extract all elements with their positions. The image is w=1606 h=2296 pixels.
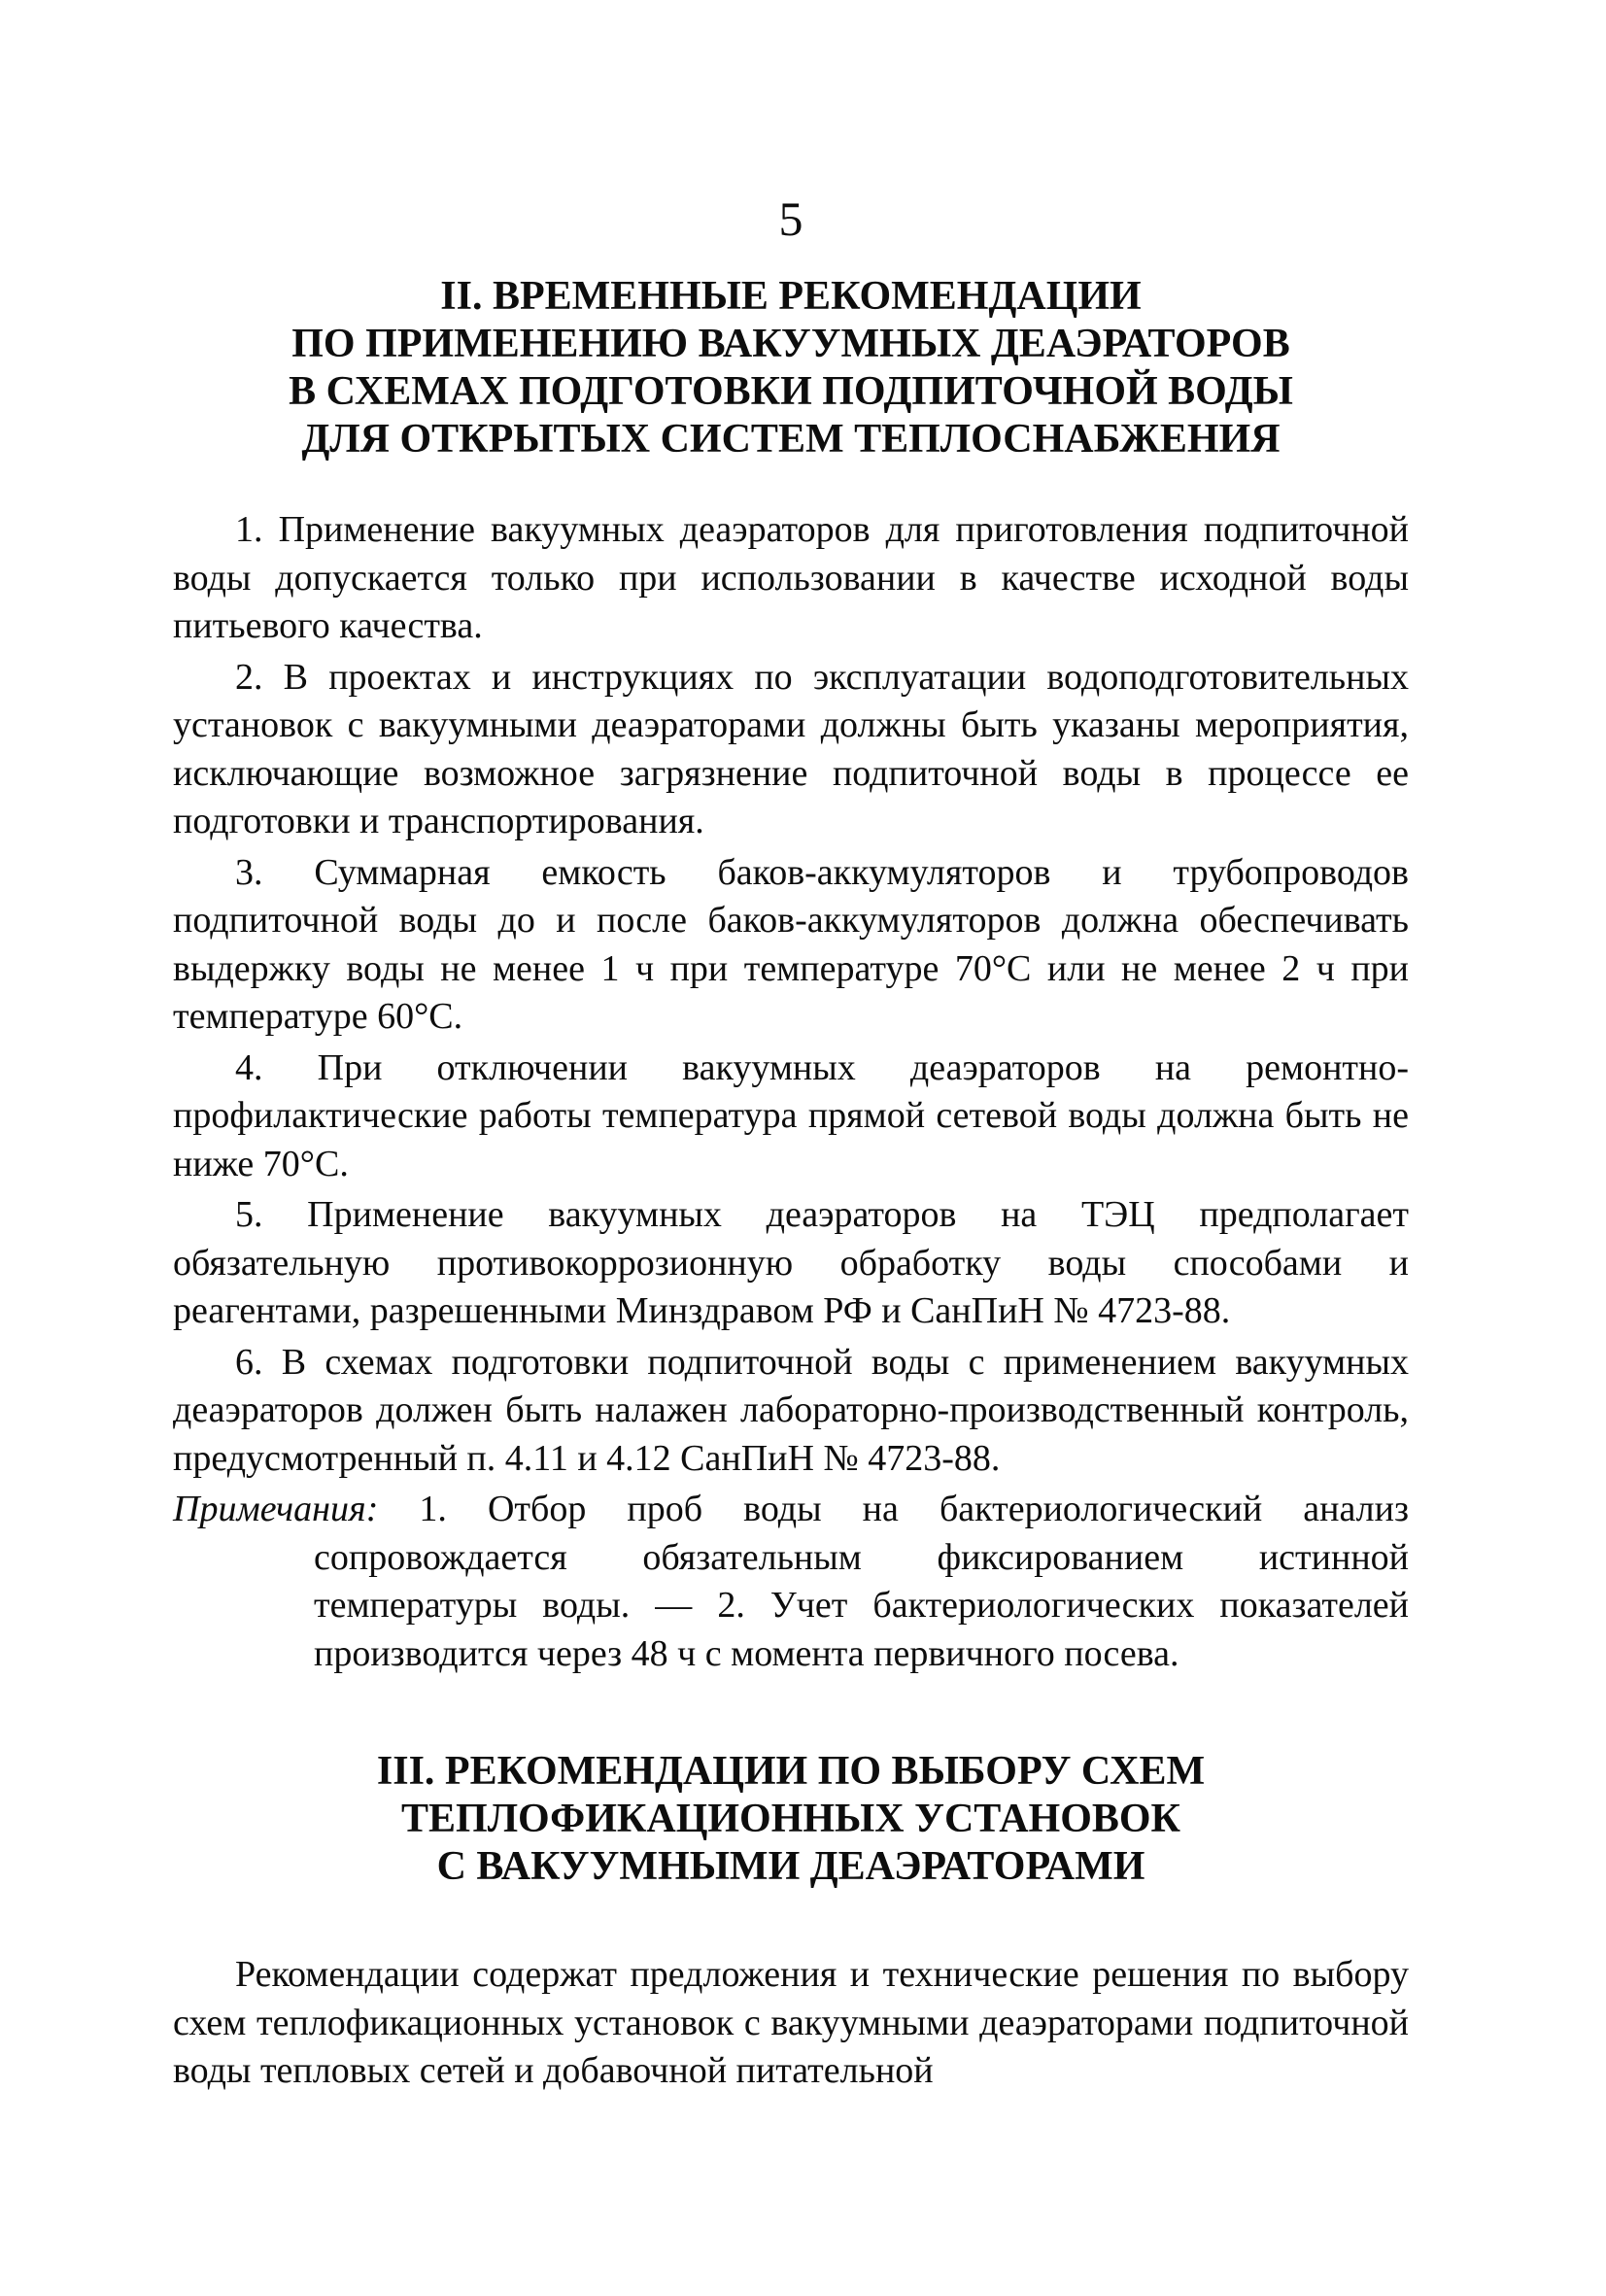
- section-3-title-line: ТЕПЛОФИКАЦИОННЫХ УСТАНОВОК: [401, 1797, 1180, 1841]
- section-2-item-6: 6. В схемах подготовки подпиточной воды с применением вакуумных деаэраторов должен быть налажен лабораторно-производственный контроль, предусмотренный п. 4.11 и 4.12 СанПиН № 4723-88.: [173, 1341, 1409, 1479]
- notes-label: Примечания:: [173, 1489, 379, 1529]
- section-2-item-5: 5. Применение вакуумных деаэраторов на ТЭЦ предполагает обязательную противокоррозионную обработку воды способами и реагентами, разрешенными Минздравом РФ и СанПиН № 4723-88.: [173, 1194, 1409, 1331]
- notes-text: 1. Отбор проб воды на бактериологический анализ сопровождается обязательным фиксированием истинной температуры воды. — 2. Учет бактериологических показателей производится через 48 ч с момента первичного посева.: [314, 1489, 1409, 1674]
- section-3-title: [173, 1748, 1409, 1891]
- notes-block: [173, 1486, 1409, 1678]
- section-2-title: [173, 273, 1409, 463]
- section-2-title-line: II. ВРЕМЕННЫЕ РЕКОМЕНДАЦИИ: [440, 274, 1142, 319]
- section-2-item-3: 3. Суммарная емкость баков-аккумуляторов и трубопроводов подпиточной воды до и после баков-аккумуляторов должна обеспечивать выдержку воды не менее 1 ч при температуре 70°С или не менее 2 ч при температуре 60°С.: [173, 851, 1409, 1037]
- section-3-intro: Рекомендации содержат предложения и технические решения по выбору схем теплофикационных установок с вакуумными деаэраторами подпиточной воды тепловых сетей и добавочной питательной: [173, 1954, 1409, 2091]
- section-2-item-1: 1. Применение вакуумных деаэраторов для приготовления подпиточной воды допускается только при использовании в качестве исходной воды питьевого качества.: [173, 509, 1409, 646]
- section-3-title-line: С ВАКУУМНЫМИ ДЕАЭРАТОРАМИ: [436, 1844, 1145, 1889]
- section-2-item-2: 2. В проектах и инструкциях по эксплуатации водоподготовительных установок с вакуумными деаэраторами должны быть указаны мероприятия, исключающие возможное загрязнение подпиточной воды в процессе ее подготовки и транспортирования.: [173, 656, 1409, 841]
- section-2-item-4: 4. При отключении вакуумных деаэраторов на ремонтно-профилактические работы температура прямой сетевой воды должна быть не ниже 70°С.: [173, 1046, 1409, 1184]
- section-2-title-line: ПО ПРИМЕНЕНИЮ ВАКУУМНЫХ ДЕАЭРАТОРОВ: [291, 322, 1290, 366]
- document-page: [173, 189, 1409, 2096]
- section-2-title-line: В СХЕМАХ ПОДГОТОВКИ ПОДПИТОЧНОЙ ВОДЫ: [289, 369, 1293, 414]
- section-3-title-line: III. РЕКОМЕНДАЦИИ ПО ВЫБОРУ СХЕМ: [376, 1749, 1206, 1794]
- page-number: 5: [778, 191, 803, 246]
- section-2-title-line: ДЛЯ ОТКРЫТЫХ СИСТЕМ ТЕПЛОСНАБЖЕНИЯ: [301, 417, 1281, 462]
